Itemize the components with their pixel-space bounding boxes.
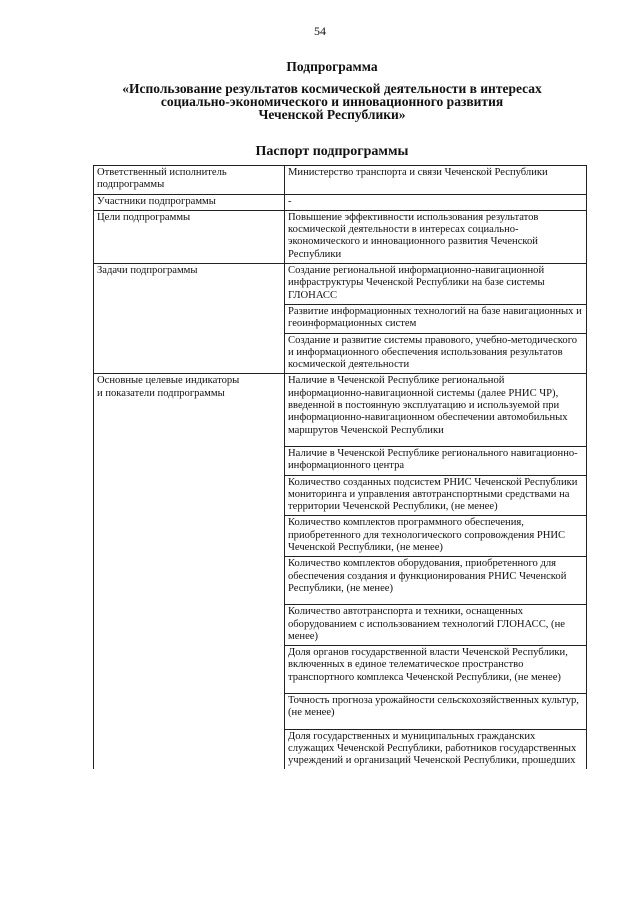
passport-title: Паспорт подпрограммы <box>255 144 409 159</box>
task-item: Развитие информационных технологий на базе навигационных и геоинформационных систем <box>285 304 587 333</box>
indicator-item: Количество автотранспорта и техники, оснащенных оборудованием с использованием технологий ГЛОНАСС, (не менее) <box>285 605 587 646</box>
participants-label: Участники подпрограммы <box>94 194 285 210</box>
indicator-item: Наличие в Чеченской Республике регионального навигационно-информационного центра <box>285 446 587 475</box>
subprogram-label: Подпрограмма <box>286 59 378 74</box>
indicator-item: Доля органов государственной власти Чеченской Республики, включенных в единое телематическое пространство транспортного комплекса Чеченской Республики, (не менее) <box>285 646 587 694</box>
tasks-label: Задачи подпрограммы <box>94 264 285 374</box>
goals-label: Цели подпрограммы <box>94 210 285 263</box>
indicator-item: Наличие в Чеченской Республике региональной информационно-навигационной системы (далее РНИС ЧР), введенной в постоянную эксплуатацию и используемой при информационно-навигационном обеспечении автомобильных маршрутов Чеченской Республики <box>285 374 587 446</box>
indicator-item: Точность прогноза урожайности сельскохозяйственных культур, (не менее) <box>285 693 587 729</box>
page-number: 54 <box>314 24 326 38</box>
task-item: Создание и развитие системы правового, учебно-методического и информационного обеспечения использования результатов космической деятельности <box>285 333 587 374</box>
indicators-label: Основные целевые индикаторы и показатели подпрограммы <box>94 374 285 770</box>
indicator-item: Доля государственных и муниципальных гражданских служащих Чеченской Республики, работников государственных учреждений и организаций Чеченской Республики, прошедших <box>285 729 587 769</box>
table-row <box>94 194 587 210</box>
table-row <box>94 264 587 305</box>
table-row <box>94 210 587 263</box>
table-row <box>94 374 587 446</box>
responsible-value: Министерство транспорта и связи Чеченской Республики <box>285 166 587 195</box>
indicator-item: Количество комплектов программного обеспечения, приобретенного для технологического сопровождения РНИС Чеченской Республики, (не менее) <box>285 516 587 557</box>
indicator-item: Количество созданных подсистем РНИС Чеченской Республики мониторинга и управления автотранспортными средствами на территории Чеченской Республики, (не менее) <box>285 475 587 516</box>
subprogram-name: «Использование результатов космической деятельности в интересах социально-экономического и инновационного развития Чеченской Республики» <box>122 81 542 122</box>
task-item: Создание региональной информационно-навигационной инфраструктуры Чеченской Республики на базе системы ГЛОНАСС <box>285 264 587 305</box>
goals-value: Повышение эффективности использования результатов космической деятельности в интересах социально-экономического и инновационного развития Чеченской Республики <box>285 210 587 263</box>
table-row <box>94 166 587 195</box>
indicator-item: Количество комплектов оборудования, приобретенного для обеспечения создания и функционирования РНИС Чеченской Республики, (не менее) <box>285 557 587 605</box>
participants-value: - <box>285 194 587 210</box>
title-block <box>92 60 572 158</box>
passport-table <box>93 165 587 769</box>
responsible-label: Ответственный исполнитель подпрограммы <box>94 166 285 195</box>
